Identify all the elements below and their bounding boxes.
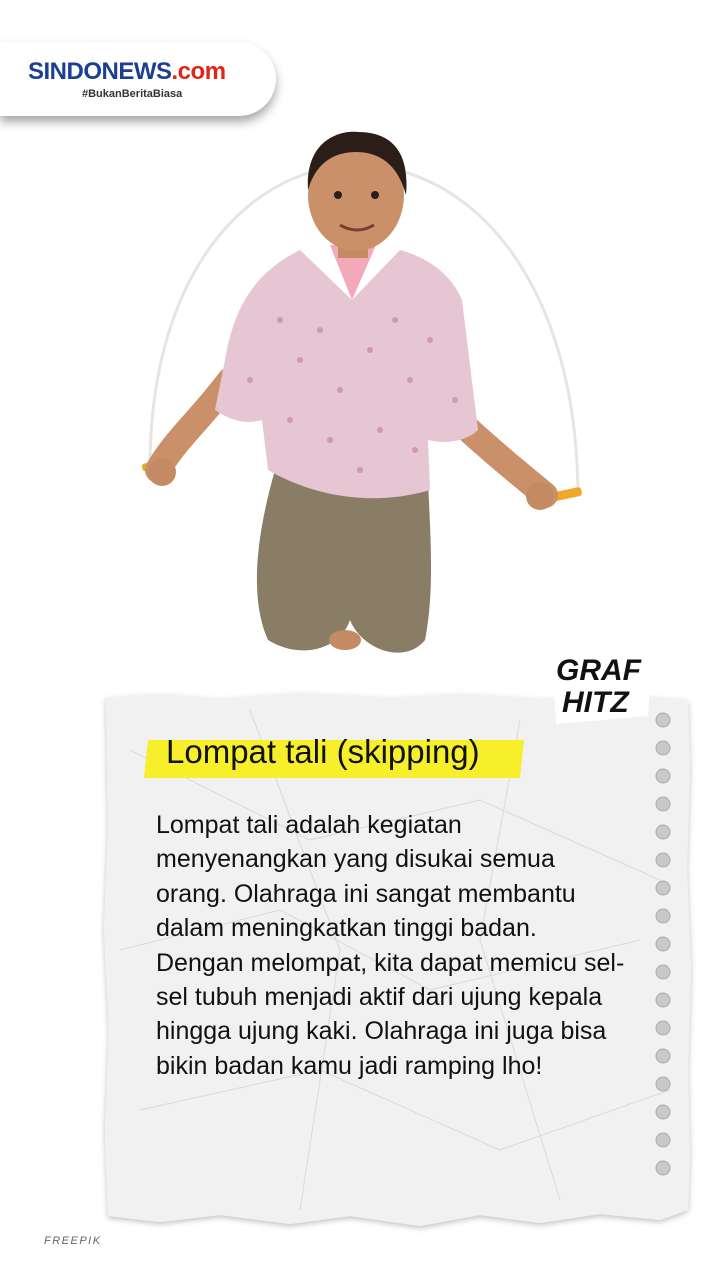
badge-line-1: GRAF — [556, 654, 641, 687]
graf-hitz-badge — [552, 654, 652, 726]
article-title: Lompat tali (skipping) — [166, 733, 480, 770]
photo-credit: FREEPIK — [44, 1235, 102, 1247]
logo-suffix-text: .com — [171, 58, 226, 85]
badge-line-2: HITZ — [562, 686, 629, 719]
article-body: Lompat tali adalah kegiatan menyenangkan yang disukai semua orang. Olahraga ini sangat membantu dalam meningkatkan tinggi badan. Dengan melompat, kita dapat memicu sel-sel tubuh menjadi aktif dari ujung kepala hingga ujung kaki. Olahraga ini juga bisa bikin badan kamu jadi ramping lho! — [156, 811, 625, 1080]
logo-main-text: SINDONEWS — [28, 58, 172, 85]
sindonews-logo[interactable] — [28, 58, 226, 86]
logo-tagline: #BukanBeritaBiasa — [82, 88, 183, 100]
